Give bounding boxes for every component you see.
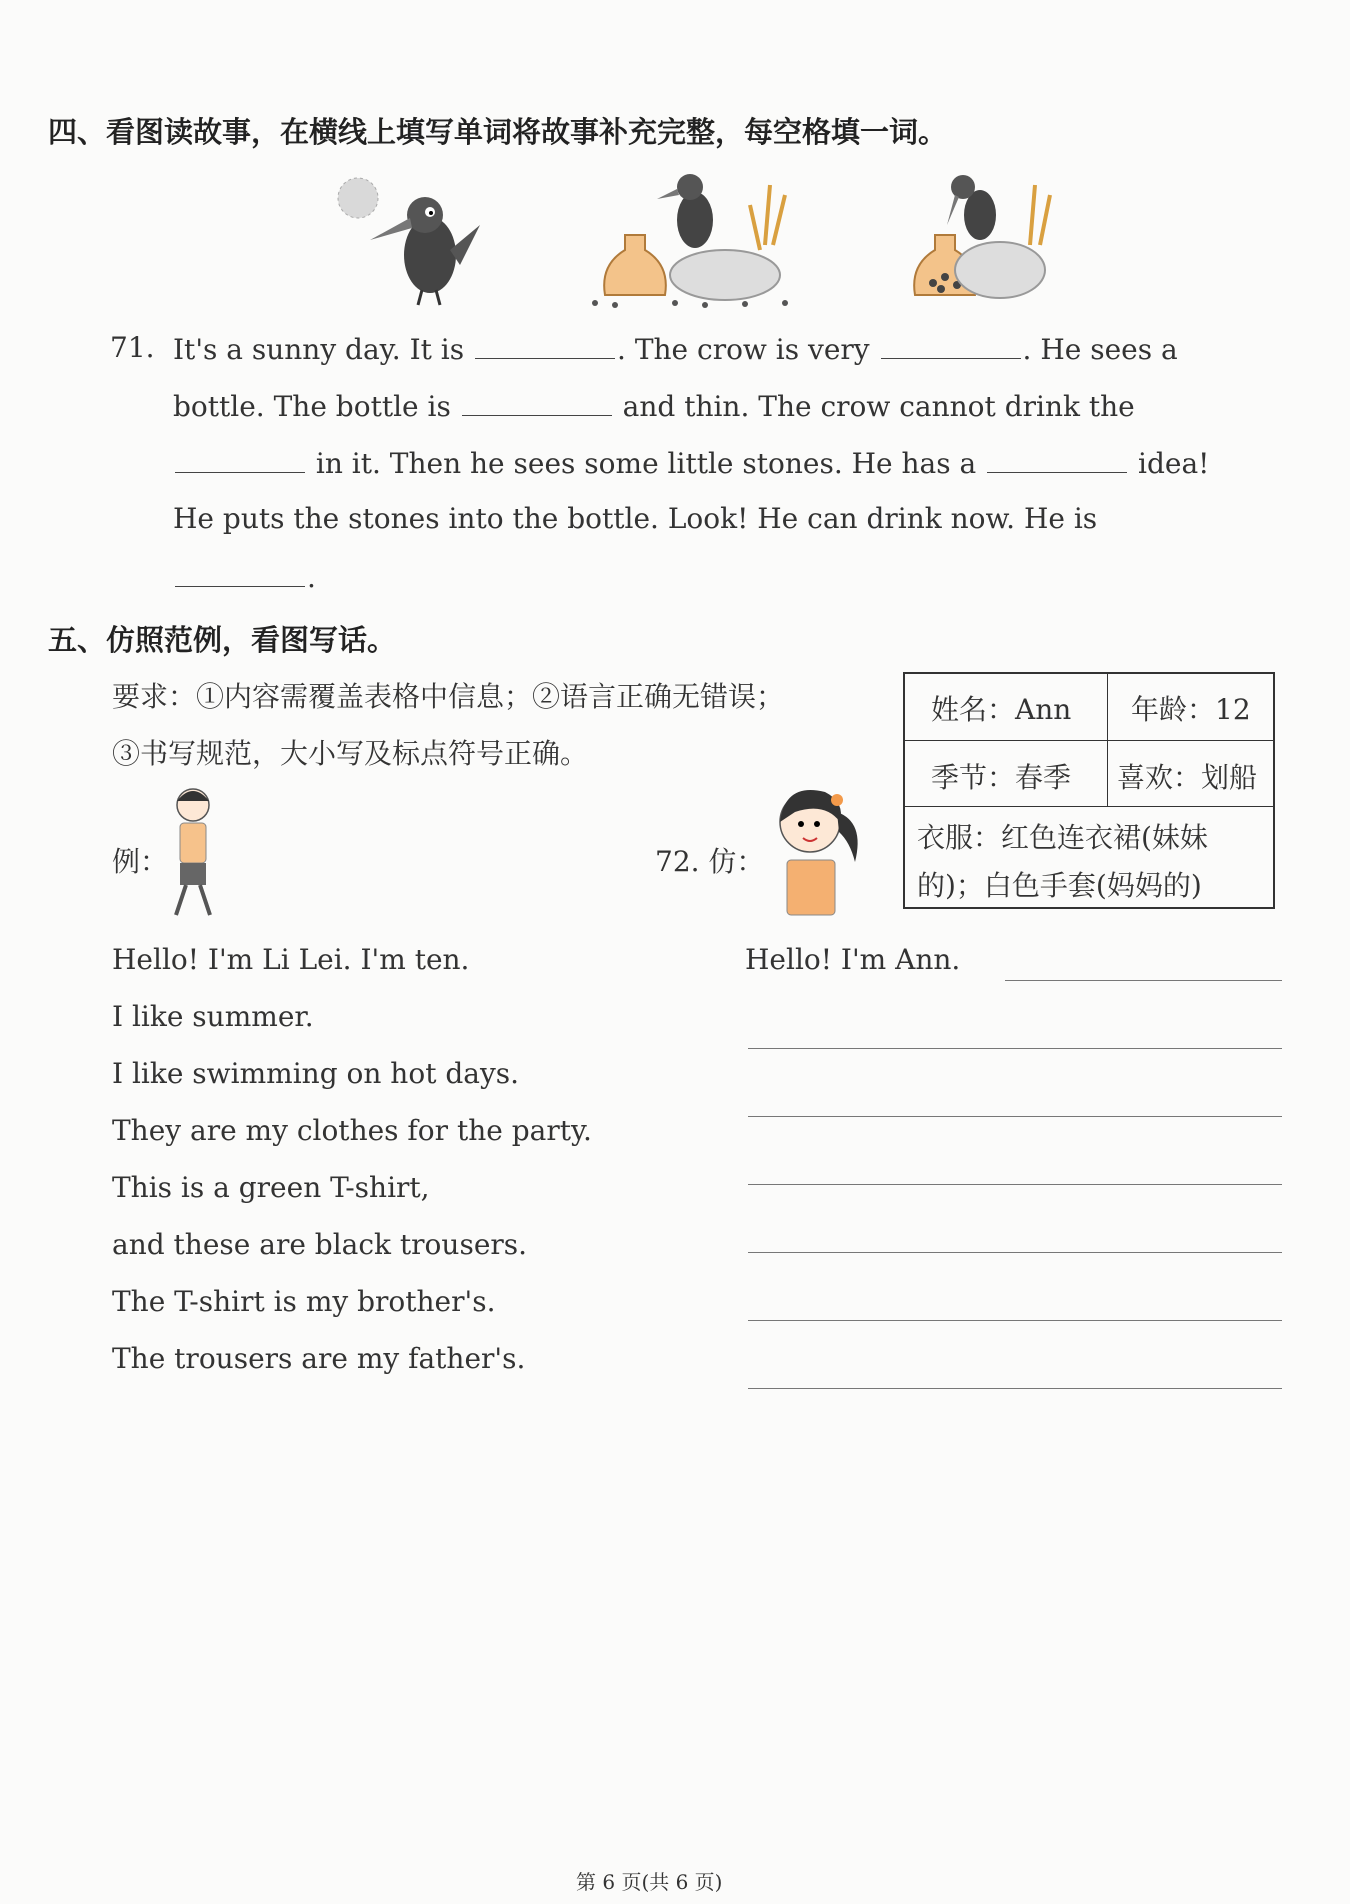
crow-stones-picture xyxy=(885,165,1060,310)
example-line: The trousers are my father's. xyxy=(112,1342,526,1375)
table-clothes-1: 衣服：红色连衣裙(妹妹 xyxy=(917,821,1208,854)
example-line: The T-shirt is my brother's. xyxy=(112,1285,496,1318)
example-line: and these are black trousers. xyxy=(112,1228,528,1261)
answer-blank-1[interactable] xyxy=(475,328,615,359)
story-line-3: in it. Then he sees some little stones. He has a idea! xyxy=(173,442,1209,484)
requirement-line-2: ③书写规范，大小写及标点符号正确。 xyxy=(112,737,589,770)
story-line-4: He puts the stones into the bottle. Look! He can drink now. He is xyxy=(173,502,1098,535)
answer-start-text: Hello! I'm Ann. xyxy=(745,943,961,976)
table-like: 喜欢：划船 xyxy=(1117,761,1258,794)
table-name: 姓名：Ann xyxy=(931,693,1072,726)
example-line: Hello! I'm Li Lei. I'm ten. xyxy=(112,943,470,976)
answer-line[interactable] xyxy=(748,1252,1282,1253)
example-line: They are my clothes for the party. xyxy=(112,1114,592,1147)
page-footer: 第 6 页(共 6 页) xyxy=(576,1870,723,1894)
section4-heading: 四、看图读故事，在横线上填写单词将故事补充完整，每空格填一词。 xyxy=(48,115,948,149)
example-line: I like swimming on hot days. xyxy=(112,1057,520,1090)
answer-line[interactable] xyxy=(748,1116,1282,1117)
answer-line[interactable] xyxy=(748,1048,1282,1049)
table-season: 季节：春季 xyxy=(931,761,1072,794)
answer-blank-6[interactable] xyxy=(175,556,305,587)
story-line-5: . xyxy=(173,556,316,598)
example-line: This is a green T-shirt, xyxy=(112,1171,430,1204)
answer-line[interactable] xyxy=(748,1184,1282,1185)
answer-blank-2[interactable] xyxy=(881,328,1021,359)
answer-line[interactable] xyxy=(1005,980,1282,981)
boy-picture xyxy=(158,785,228,925)
example-text xyxy=(112,943,592,1399)
requirement-line-1: 要求：①内容需覆盖表格中信息；②语言正确无错误； xyxy=(112,680,785,713)
example-label: 例： xyxy=(112,845,169,878)
q72-label: 72. 仿： xyxy=(655,845,765,878)
story-line-1: It's a sunny day. It is . The crow is very . He sees a xyxy=(173,328,1178,370)
table-clothes-2: 的)；白色手套(妈妈的) xyxy=(917,869,1202,902)
example-line: I like summer. xyxy=(112,1000,314,1033)
answer-blank-4[interactable] xyxy=(175,442,305,473)
table-age: 年龄：12 xyxy=(1131,693,1251,726)
girl-picture xyxy=(765,782,875,922)
answer-blank-3[interactable] xyxy=(462,385,612,416)
crow-sun-picture xyxy=(330,170,490,310)
section5-heading: 五、仿照范例，看图写话。 xyxy=(48,623,397,657)
info-table xyxy=(903,672,1275,909)
q71-number: 71. xyxy=(110,331,155,364)
story-line-2: bottle. The bottle is and thin. The crow cannot drink the xyxy=(173,385,1135,427)
answer-line[interactable] xyxy=(748,1320,1282,1321)
crow-bottle-picture xyxy=(585,165,800,310)
answer-line[interactable] xyxy=(748,1388,1282,1389)
answer-blank-5[interactable] xyxy=(987,442,1127,473)
